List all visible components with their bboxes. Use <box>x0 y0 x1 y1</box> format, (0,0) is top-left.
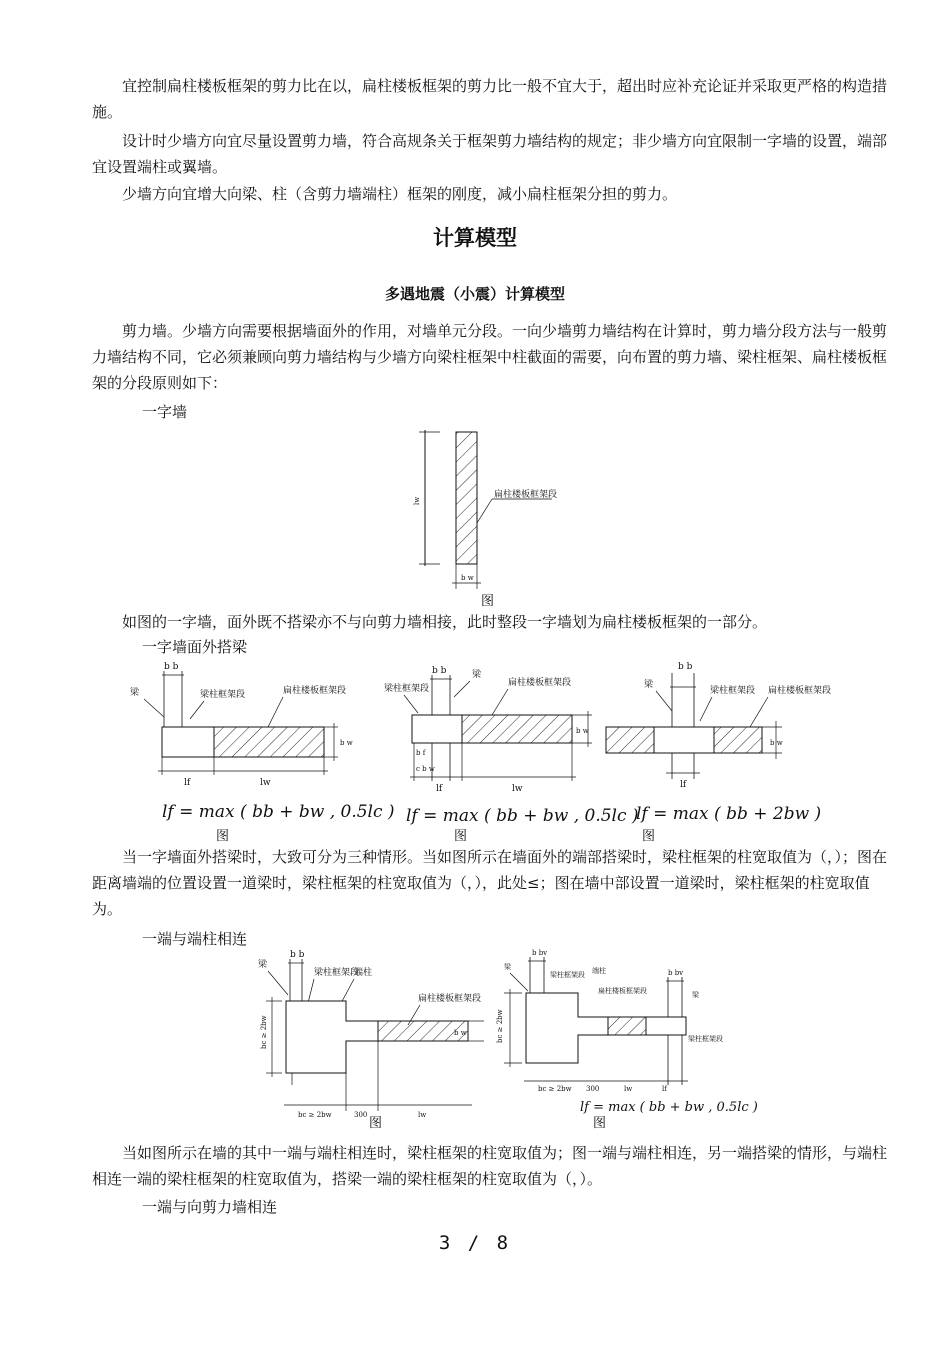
label-beam-e: 梁 <box>504 963 511 971</box>
paragraph-shear-wall-segmentation: 剪力墙。少墙方向需要根据墙面外的作用，对墙单元分段。一向少墙剪力墙结构在计算时，剪力墙分段方法与一般剪力墙结构不同，它必须兼顾向剪力墙结构与少墙方向梁柱框架中柱截面的需要，向布置的剪力墙、梁柱框架、扁柱楼板框架的分段原则如下： <box>92 322 888 392</box>
label-beam-column-seg-c: 梁柱框架段 <box>710 686 756 696</box>
svg-text:b f: b f <box>416 749 426 757</box>
paragraph-beam-cases: 当一字墙面外搭梁时，大致可分为三种情形。当如图所示在墙面外的端部搭梁时，梁柱框架的柱宽取值为（，）；图在距离墙端的位置设置一道梁时，梁柱框架的柱宽取值为（，），此处≤；图在墙中部设置一道梁时，梁柱框架的柱宽取值为。 <box>92 848 888 918</box>
label-beam-column-seg-b: 梁柱框架段 <box>384 684 430 694</box>
label-beam-column-seg-e2: 梁柱框架段 <box>688 1035 723 1043</box>
label-flat-column-seg-b: 扁柱楼板框架段 <box>508 678 572 688</box>
svg-text:lw: lw <box>512 784 523 794</box>
caption-fig-1: 图 <box>481 594 495 609</box>
label-wall-with-beam: 一字墙面外搭梁 <box>142 638 248 656</box>
paragraph-end-column-cases: 当如图所示在墙的其中一端与端柱相连时，梁柱框架的柱宽取值为；图一端与端柱相连，另一端搭梁的情形，与端柱相连一端的梁柱框架的柱宽取值为，搭梁一端的梁柱框架的柱宽取值为（，）。 <box>92 1144 888 1188</box>
label-flat-column-seg-e: 扁柱楼板框架段 <box>598 987 647 995</box>
caption-fig-3b: 图 <box>593 1116 607 1131</box>
svg-text:b bv: b bv <box>668 969 684 977</box>
label-connected-wall: 一端与向剪力墙相连 <box>142 1198 278 1216</box>
label-flat-column-seg-c: 扁柱楼板框架段 <box>768 686 832 696</box>
caption-fig-2a: 图 <box>216 829 230 844</box>
svg-text:bc ≥ 2bw: bc ≥ 2bw <box>260 1015 268 1049</box>
label-beam-a: 梁 <box>130 688 140 698</box>
label-single-wall: 一字墙 <box>142 403 188 421</box>
figure-beam-case-c <box>600 657 850 827</box>
svg-text:lw: lw <box>418 1111 427 1119</box>
label-beam-e2: 梁 <box>692 991 699 999</box>
svg-text:b w: b w <box>454 1029 467 1037</box>
figure-end-column-b <box>488 945 758 1120</box>
figure-end-column-a <box>248 945 498 1120</box>
figure-single-wall <box>410 423 610 598</box>
label-300-d: 300 <box>354 1111 368 1119</box>
svg-text:lf: lf <box>680 780 687 790</box>
paragraph-design-walls: 设计时少墙方向宜尽量设置剪力墙，符合高规条关于框架剪力墙结构的规定；非少墙方向宜限制一字墙的设置，端部宜设置端柱或翼墙。 <box>92 132 888 176</box>
formula-case-b: lf = max ( bb + bw , 0.5lc ) <box>406 806 639 826</box>
label-beam-column-seg-d: 梁柱框架段 <box>314 968 360 978</box>
caption-fig-3a: 图 <box>369 1116 383 1131</box>
svg-text:bc ≥ 2bw: bc ≥ 2bw <box>538 1085 572 1093</box>
label-flat-column-seg-1: 扁柱楼板框架段 <box>494 490 558 500</box>
figure-beam-case-b <box>362 657 639 827</box>
svg-text:lf: lf <box>662 1085 667 1093</box>
svg-text:bc ≥ 2bw: bc ≥ 2bw <box>496 1009 504 1043</box>
paragraph-shear-ratio: 宜控制扁柱楼板框架的剪力比在以，扁柱楼板框架的剪力比一般不宜大于，超出时应补充论证并采取更严格的构造措施。 <box>92 77 888 121</box>
label-end-column-e: 端柱 <box>592 967 606 975</box>
page-number: 3 / 8 <box>438 1232 512 1254</box>
label-beam-d: 梁 <box>258 960 268 970</box>
subsection-heading: 多遇地震（小震）计算模型 <box>384 285 565 303</box>
svg-text:lw: lw <box>260 778 271 788</box>
svg-text:b w: b w <box>340 739 353 747</box>
svg-text:lw: lw <box>413 496 421 505</box>
svg-text:b w: b w <box>461 574 474 582</box>
label-beam-column-seg-a: 梁柱框架段 <box>200 690 246 700</box>
label-flat-column-seg-a: 扁柱楼板框架段 <box>283 686 347 696</box>
svg-text:b b: b b <box>290 950 305 960</box>
formula-case-a: lf = max ( bb + bw , 0.5lc ) <box>162 802 395 822</box>
caption-fig-2b: 图 <box>454 829 468 844</box>
svg-text:b b: b b <box>678 662 693 672</box>
svg-text:b b: b b <box>432 666 447 676</box>
paragraph-single-wall-note: 如图的一字墙，面外既不搭梁亦不与向剪力墙相接，此时整段一字墙划为扁柱楼板框架的一部分。 <box>122 613 768 631</box>
svg-text:b bv: b bv <box>532 949 548 957</box>
formula-end-column-b: lf = max ( bb + bw , 0.5lc ) <box>580 1100 758 1115</box>
label-flat-column-seg-d: 扁柱楼板框架段 <box>418 994 482 1004</box>
figure-beam-case-a <box>128 657 395 827</box>
svg-text:lf: lf <box>436 784 443 794</box>
label-beam-column-seg-e: 梁柱框架段 <box>550 971 585 979</box>
section-heading: 计算模型 <box>433 226 517 250</box>
label-beam-c: 梁 <box>644 680 654 690</box>
label-end-column-d: 端柱 <box>354 968 373 978</box>
svg-text:lw: lw <box>624 1085 633 1093</box>
label-end-column: 一端与端柱相连 <box>142 930 248 948</box>
svg-text:bc ≥ 2bw: bc ≥ 2bw <box>298 1111 332 1119</box>
paragraph-stiffness: 少墙方向宜增大向梁、柱（含剪力墙端柱）框架的刚度，减小扁柱框架分担的剪力。 <box>122 185 678 203</box>
formula-case-c: lf = max ( bb + 2bw ) <box>636 804 822 824</box>
label-beam-b: 梁 <box>472 670 482 680</box>
svg-text:b w: b w <box>770 739 783 747</box>
svg-text:b b: b b <box>164 662 179 672</box>
svg-text:c b w: c b w <box>416 765 435 773</box>
caption-fig-2c: 图 <box>642 829 656 844</box>
svg-text:lf: lf <box>184 778 191 788</box>
svg-text:b w: b w <box>576 727 589 735</box>
label-300-e: 300 <box>586 1085 600 1093</box>
